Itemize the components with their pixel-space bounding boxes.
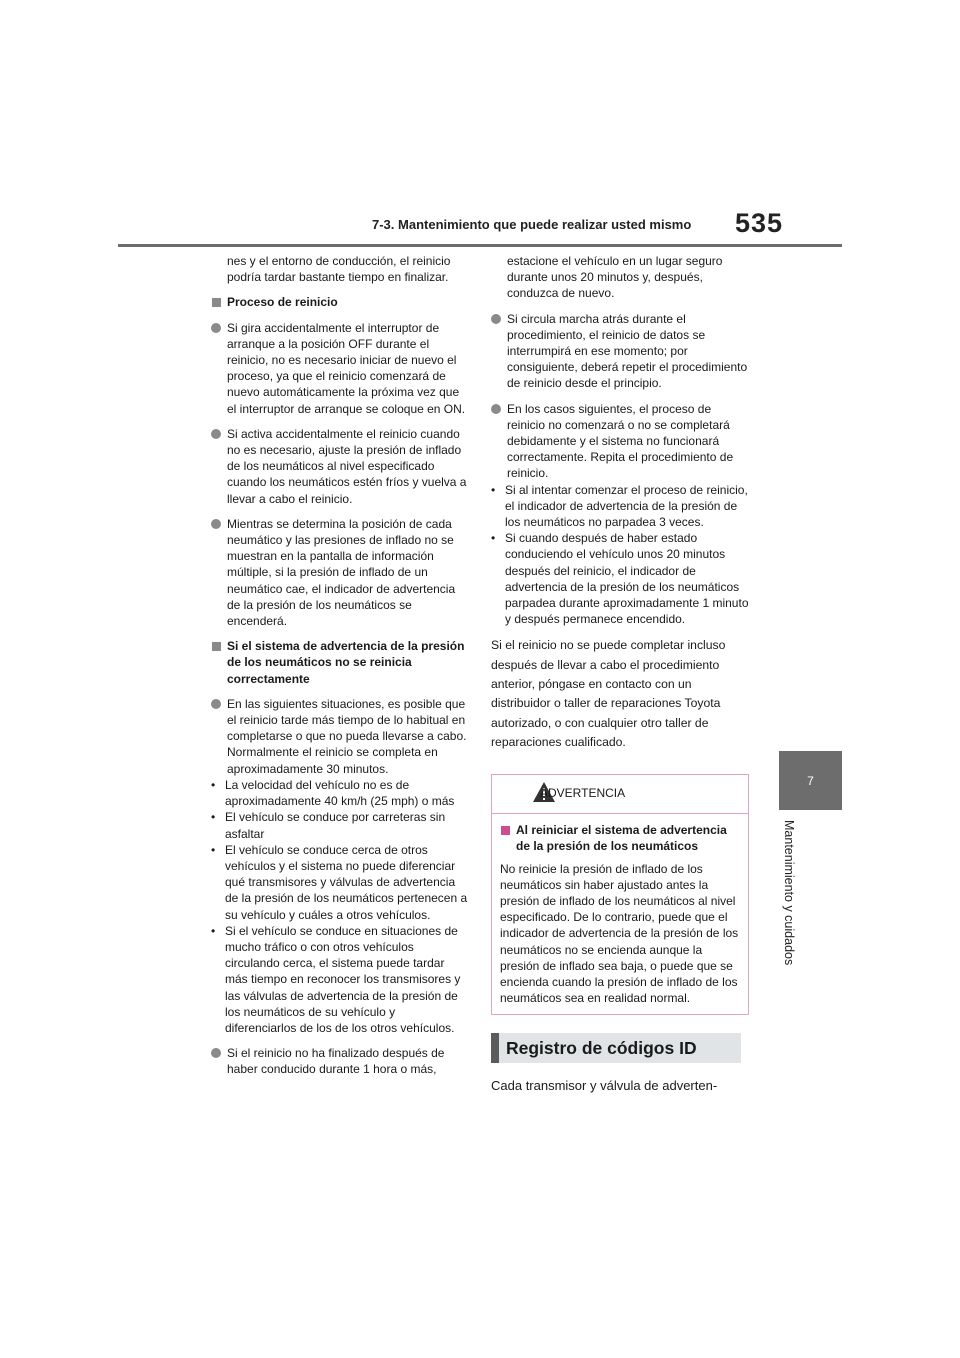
sub-bullet-list	[211, 777, 469, 1036]
chapter-tab: 7	[779, 751, 842, 810]
continuation-text: nes y el entorno de conducción, el reinicio podría tardar bastante tiempo en finalizar.	[227, 254, 451, 285]
warning-body	[492, 814, 748, 1006]
sub-bullet-list	[491, 482, 749, 628]
paragraph: Si el reinicio no se puede completar incluso después de llevar a cabo el procedimiento anterior, póngase en contacto con un distribuidor o taller de reparaciones Toyota autorizado, o con cualquier otro taller de reparaciones cualificado.	[491, 638, 726, 749]
header-rule	[118, 244, 842, 247]
warning-box	[491, 774, 749, 1015]
page-header	[0, 0, 960, 270]
paragraph: Cada transmisor y válvula de adverten-	[491, 1078, 718, 1094]
heading-reset-process: Proceso de reinicio	[211, 294, 469, 310]
sub-bullet: • Si al intentar comenzar el proceso de reinicio, el indicador de advertencia de la presión de los neumáticos no parpadea 3 veces.	[491, 482, 749, 531]
warning-header	[492, 775, 748, 813]
chapter-sidebar	[782, 820, 812, 980]
right-column	[491, 253, 749, 1095]
bullet-item: En los casos siguientes, el proceso de reinicio no comenzará o no se completará debidamente y el sistema no funcionará correctamente. Repita el procedimiento de reinicio.	[491, 401, 749, 482]
sub-bullet: • El vehículo se conduce por carreteras sin asfaltar	[211, 809, 469, 841]
bullet-item: Si gira accidentalmente el interruptor de arranque a la posición OFF durante el reinicio, no es necesario iniciar de nuevo el proceso, ya que el reinicio comenzará de nuevo automáticamente la próxima vez que el interruptor de arranque se coloque en ON.	[211, 320, 469, 417]
bullet-item: Si circula marcha atrás durante el procedimiento, el reinicio de datos se interrumpirá en ese momento; por consiguiente, deberá repetir el procedimiento de reinicio desde el principio.	[491, 311, 749, 392]
sub-bullet: • La velocidad del vehículo no es de aproximadamente 40 km/h (25 mph) o más	[211, 777, 469, 809]
left-column	[211, 253, 469, 1087]
chapter-title: Mantenimiento y cuidados	[782, 820, 796, 966]
page-number: 535	[735, 208, 784, 238]
bullet-item: En las siguientes situaciones, es posible que el reinicio tarde más tiempo de lo habitual en completarse o que no pueda llevarse a cabo. Normalmente el reinicio se completa en aproximadamente 30 minutos.	[211, 696, 469, 777]
bullet-item: Si activa accidentalmente el reinicio cuando no es necesario, ajuste la presión de inflado de los neumáticos al nivel especificado cuando los neumáticos estén fríos y vuelva a llevar a cabo el reinicio.	[211, 426, 469, 507]
section-title: 7-3. Mantenimiento que puede realizar usted mismo	[372, 217, 692, 232]
warning-title: ADVERTENCIA	[540, 786, 626, 801]
bullet-item: Si el reinicio no ha finalizado después de haber conducido durante 1 hora o más,	[211, 1045, 469, 1077]
sub-bullet: • El vehículo se conduce cerca de otros vehículos y el sistema no puede diferenciar qué transmisores y válvulas de advertencia de la presión de los neumáticos pertenecen a su vehículo y cuáles a otros vehículos.	[211, 842, 469, 923]
heading-reset-failure: Si el sistema de advertencia de la presión de los neumáticos no se reinicia correctamente	[211, 638, 469, 687]
bullet-item: Mientras se determina la posición de cada neumático y las presiones de inflado no se muestran en la pantalla de información múltiple, si la presión de inflado de un neumático cae, el indicador de advertencia de la presión de los neumáticos se encenderá.	[211, 516, 469, 629]
section-heading: Registro de códigos ID	[491, 1033, 741, 1063]
continuation-text: estacione el vehículo en un lugar seguro durante unos 20 minutos y, después, conduzca de nuevo.	[507, 254, 723, 301]
sub-bullet: • Si el vehículo se conduce en situaciones de mucho tráfico o con otros vehículos circulando cerca, el sistema puede tardar más tiempo en reconocer los transmisores y las válvulas de advertencia de la presión de los neumáticos de su vehículo y diferenciarlos de los de los otros vehículos.	[211, 923, 469, 1036]
sub-bullet: • Si cuando después de haber estado conduciendo el vehículo unos 20 minutos después del reinicio, el indicador de advertencia de la presión de los neumáticos parpadea durante aproximadamente 1 minuto y después permanece encendido.	[491, 530, 749, 627]
warning-text: No reinicie la presión de inflado de los neumáticos sin haber ajustado antes la presión de inflado de los neumáticos al nivel especificado. De lo contrario, puede que el indicador de advertencia de la presión de los neumáticos no se encienda aunque la presión de inflado sea baja, o puede que se encienda cuando la presión de inflado de los neumáticos sea en realidad normal.	[500, 861, 739, 1006]
warning-heading: Al reiniciar el sistema de advertencia de la presión de los neumáticos	[500, 822, 740, 854]
